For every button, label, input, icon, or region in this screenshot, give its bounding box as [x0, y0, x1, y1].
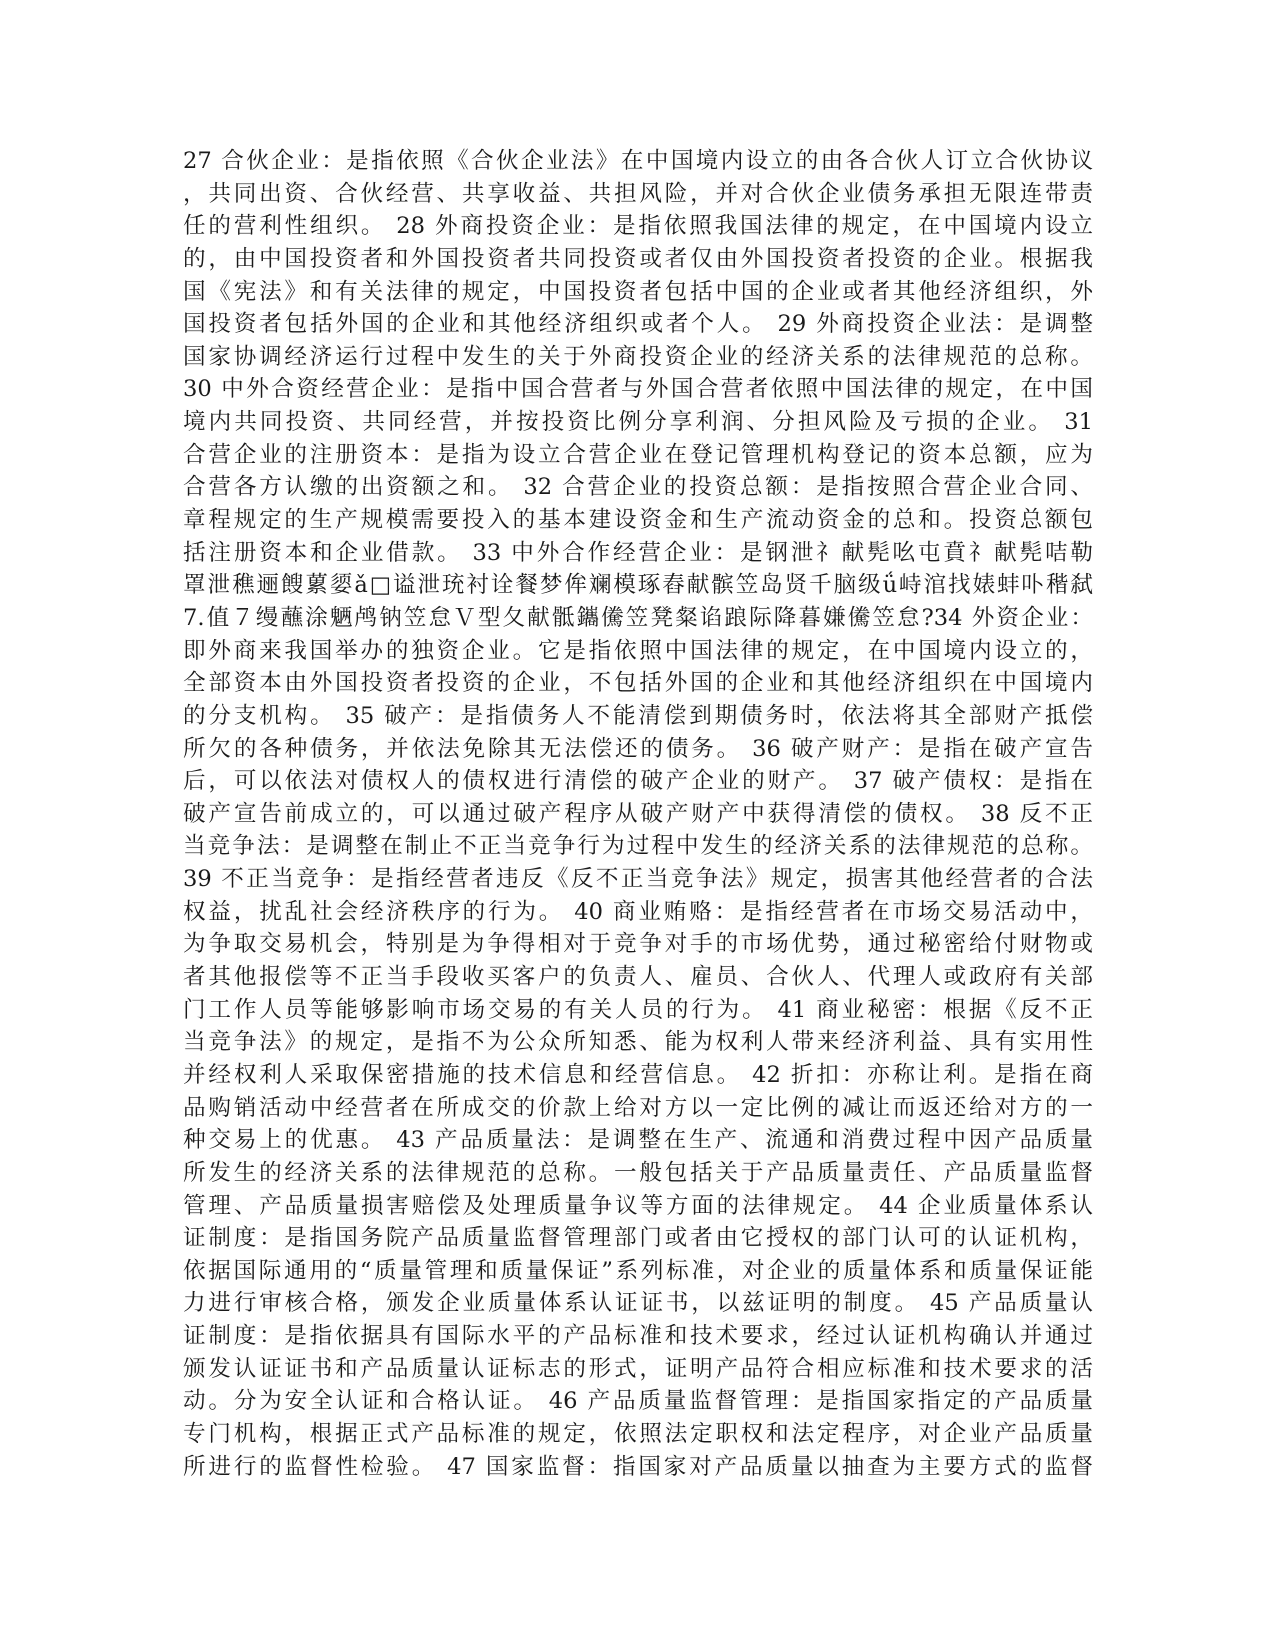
text-line: 所发生的经济关系的法律规范的总称。一般包括关于产品质量责任、产品质量监督 [183, 1159, 1093, 1186]
body-text [183, 145, 1093, 1483]
text-line: 国投资者包括外国的企业和其他经济组织或者个人。 29 外商投资企业法：是调整 [183, 311, 1093, 338]
text-line: 国《宪法》和有关法律的规定，中国投资者包括中国的企业或者其他经济组织，外 [183, 278, 1093, 305]
text-line: 种交易上的优惠。 43 产品质量法：是调整在生产、流通和消费过程中因产品质量 [183, 1127, 1093, 1154]
text-line: 依据国际通用的“质量管理和质量保证”系列标准，对企业的质量体系和质量保证能 [183, 1257, 1093, 1284]
text-line: 当竞争法》的规定，是指不为公众所知悉、能为权利人带来经济利益、具有实用性 [183, 1029, 1093, 1056]
text-line: 全部资本由外国投资者投资的企业，不包括外国的企业和其他经济组织在中国境内 [183, 670, 1093, 697]
text-line: 27 合伙企业：是指依照《合伙企业法》在中国境内设立的由各合伙人订立合伙协议 [183, 148, 1093, 174]
text-line: 7.值７缦蘸涂魉鸬钠笠怠Ｖ型夂献骶鑴儯笠凳粲谄踉际降暮嫌儯笠怠?34 外资企业： [183, 604, 1093, 631]
text-line: 章程规定的生产规模需要投入的基本建设资金和生产流动资金的总和。投资总额包 [183, 507, 1093, 534]
text-line: 并经权利人采取保密措施的技术信息和经营信息。 42 折扣：亦称让利。是指在商 [183, 1061, 1093, 1088]
text-line: 罩泄穛逦餿蔂媭ǎ□谥泄珫衬诠餐梦侔斓模琢舂献髌笠岛贤千脑级ǘ峙涫找婊蚌卟稭弑 [183, 572, 1093, 599]
text-line: 后，可以依法对债权人的债权进行清偿的破产企业的财产。 37 破产债权：是指在 [183, 768, 1093, 795]
text-line: 的，由中国投资者和外国投资者共同投资或者仅由外国投资者投资的企业。根据我 [183, 245, 1093, 272]
text-line: 专门机构，根据正式产品标准的规定，依照法定职权和法定程序，对企业产品质量 [183, 1420, 1093, 1447]
text-line: 的分支机构。 35 破产：是指债务人不能清偿到期债务时，依法将其全部财产抵偿 [183, 702, 1093, 729]
text-line: 即外商来我国举办的独资企业。它是指依照中国法律的规定，在中国境内设立的， [183, 637, 1093, 664]
text-line: 门工作人员等能够影响市场交易的有关人员的行为。 41 商业秘密：根据《反不正 [183, 996, 1093, 1023]
text-line: 颁发认证证书和产品质量认证标志的形式，证明产品符合相应标准和技术要求的活 [183, 1355, 1093, 1382]
text-line: 国家协调经济运行过程中发生的关于外商投资企业的经济关系的法律规范的总称。 [183, 343, 1093, 370]
text-line: 所欠的各种债务，并依法免除其无法偿还的债务。 36 破产财产：是指在破产宣告 [183, 735, 1093, 762]
text-line: 动。分为安全认证和合格认证。 46 产品质量监督管理：是指国家指定的产品质量 [183, 1388, 1093, 1415]
text-line: 39 不正当竞争：是指经营者违反《反不正当竞争法》规定，损害其他经营者的合法 [183, 866, 1093, 893]
text-line: 合营企业的注册资本：是指为设立合营企业在登记管理机构登记的资本总额，应为 [183, 441, 1093, 468]
text-line: 品购销活动中经营者在所成交的价款上给对方以一定比例的减让而返还给对方的一 [183, 1094, 1093, 1121]
text-line: 证制度：是指依据具有国际水平的产品标准和技术要求，经过认证机构确认并通过 [183, 1323, 1093, 1350]
text-line: 所进行的监督性检验。 47 国家监督：指国家对产品质量以抽查为主要方式的监督 [183, 1453, 1093, 1480]
text-line: 力进行审核合格，颁发企业质量体系认证证书，以兹证明的制度。 45 产品质量认 [183, 1290, 1093, 1317]
text-line: 括注册资本和企业借款。 33 中外合作经营企业：是钢泄礻献髡吆屯賁礻献髡咭勒 [183, 539, 1093, 566]
text-line: 破产宣告前成立的，可以通过破产程序从破产财产中获得清偿的债权。 38 反不正 [183, 800, 1093, 827]
text-line: 30 中外合资经营企业：是指中国合营者与外国合营者依照中国法律的规定，在中国 [183, 376, 1093, 403]
text-line: 境内共同投资、共同经营，并按投资比例分享利润、分担风险及亏损的企业。 31 [183, 409, 1093, 436]
text-line: ，共同出资、合伙经营、共享收益、共担风险，并对合伙企业债务承担无限连带责 [183, 180, 1093, 207]
text-line: 任的营利性组织。 28 外商投资企业：是指依照我国法律的规定，在中国境内设立 [183, 213, 1093, 240]
text-line: 当竞争法：是调整在制止不正当竞争行为过程中发生的经济关系的法律规范的总称。 [183, 833, 1093, 860]
text-line: 管理、产品质量损害赔偿及处理质量争议等方面的法律规定。 44 企业质量体系认 [183, 1192, 1093, 1219]
text-line: 权益，扰乱社会经济秩序的行为。 40 商业贿赂：是指经营者在市场交易活动中， [183, 898, 1093, 925]
text-line: 者其他报偿等不正当手段收买客户的负责人、雇员、合伙人、代理人或政府有关部 [183, 964, 1093, 991]
text-line: 证制度：是指国务院产品质量监督管理部门或者由它授权的部门认可的认证机构， [183, 1225, 1093, 1252]
text-line: 合营各方认缴的出资额之和。 32 合营企业的投资总额：是指按照合营企业合同、 [183, 474, 1093, 501]
text-line: 为争取交易机会，特别是为争得相对于竞争对手的市场优势，通过秘密给付财物或 [183, 931, 1093, 958]
